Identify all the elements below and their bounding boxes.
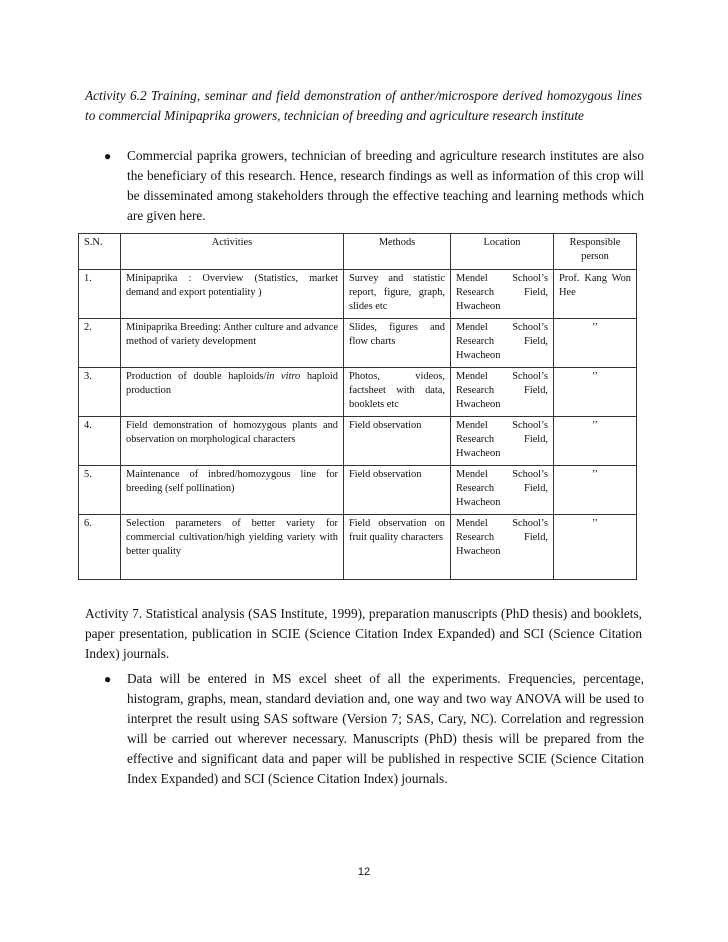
table-row [79,368,637,417]
cell-sn: 5. [79,466,121,515]
table-row [79,466,637,515]
page-number: 12 [357,866,371,878]
bullet-dot-icon: ● [104,149,112,163]
table-row [79,270,637,319]
cell-method: Survey and statistic report, figure, graph, slides etc [344,270,451,319]
cell-responsible: ’’ [554,515,637,580]
cell-sn: 3. [79,368,121,417]
activity-text-post: haploid production [126,371,339,396]
cell-location: Mendel School’s Research Field, Hwacheon [451,270,554,319]
activity-7-bullet [104,669,644,789]
table-row [79,319,637,368]
cell-method: Field observation on fruit quality characters [344,515,451,580]
cell-location: Mendel School’s Research Field, Hwacheon [451,466,554,515]
activity-text-italic: in vitro [266,371,301,382]
activity-6-2-heading: Activity 6.2 Training, seminar and field demonstration of anther/microspore derived homozygous lines to commercial Minipaprika growers, technician of breeding and agriculture research institute [85,88,642,123]
cell-activity: Minipaprika Breeding: Anther culture and advance method of variety development [121,319,344,368]
cell-activity: Minipaprika : Overview (Statistics, market demand and export potentiality ) [121,270,344,319]
activity-6-2-bullet [104,146,644,226]
cell-method: Slides, figures and flow charts [344,319,451,368]
table-header-row [79,234,637,270]
header-activities: Activities [121,234,344,270]
cell-method: Field observation [344,466,451,515]
cell-activity: Field demonstration of homozygous plants and observation on morphological characters [121,417,344,466]
cell-location: Mendel School’s Research Field, Hwacheon [451,515,554,580]
cell-method: Field observation [344,417,451,466]
cell-location: Mendel School’s Research Field, Hwacheon [451,368,554,417]
cell-sn: 1. [79,270,121,319]
cell-responsible: Prof. Kang Won Hee [554,270,637,319]
cell-method: Photos, videos, factsheet with data, booklets etc [344,368,451,417]
cell-responsible: ’’ [554,319,637,368]
table-row [79,515,637,580]
cell-responsible: ’’ [554,466,637,515]
bullet-dot-icon: ● [104,672,112,686]
header-sn: S.N. [79,234,121,270]
header-responsible: Responsible person [554,234,637,270]
activities-table [78,233,637,580]
cell-sn: 6. [79,515,121,580]
header-methods: Methods [344,234,451,270]
cell-location: Mendel School’s Research Field, Hwacheon [451,319,554,368]
cell-location: Mendel School’s Research Field, Hwacheon [451,417,554,466]
cell-activity: Selection parameters of better variety for commercial cultivation/high yielding variety with better quality [121,515,344,580]
bullet-text: Data will be entered in MS excel sheet of all the experiments. Frequencies, percentage, histogram, graphs, mean, standard deviation and, one way and two way ANOVA will be used to interpret the result using SAS software (Version 7; SAS, Cary, NC). Correlation and regression will be carried out wherever necessary. Manuscripts (PhD) thesis will be prepared from the effective and significant data and paper will be published in respective SCIE (Science Citation Index Expanded) and SCI (Science Citation Index) journals. [127,671,644,786]
cell-activity [121,368,344,417]
activity-7-paragraph: Activity 7. Statistical analysis (SAS Institute, 1999), preparation manuscripts (PhD thesis) and booklets, paper presentation, publication in SCIE (Science Citation Index Expanded) and SCI (Science Citation Index) journals. [85,606,642,661]
bullet-text: Commercial paprika growers, technician of breeding and agriculture research institutes are also the beneficiary of this research. Hence, research findings as well as information of this crop will be disseminated among stakeholders through the effective teaching and learning methods which are given here. [127,148,644,223]
cell-responsible: ’’ [554,417,637,466]
cell-responsible: ’’ [554,368,637,417]
cell-sn: 2. [79,319,121,368]
activity-text-pre: Production of double haploids/ [126,371,267,382]
table-row [79,417,637,466]
cell-activity: Maintenance of inbred/homozygous line for breeding (self pollination) [121,466,344,515]
header-location: Location [451,234,554,270]
cell-sn: 4. [79,417,121,466]
